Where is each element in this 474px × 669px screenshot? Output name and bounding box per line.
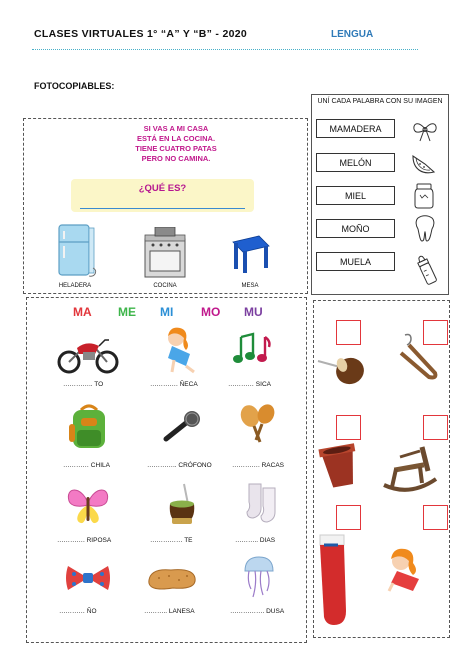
header-divider: [32, 49, 418, 50]
answer-checkbox[interactable]: [423, 415, 448, 440]
riddle-text: [116, 124, 236, 164]
word-box[interactable]: MIEL: [316, 186, 395, 205]
bow-tie-icon: [64, 562, 112, 594]
table-icon: [229, 232, 271, 274]
syllable-mu: MU: [244, 305, 263, 319]
sock-icon: [318, 533, 354, 629]
word-box[interactable]: MOÑO: [316, 219, 395, 238]
tooth-icon: [414, 215, 436, 243]
baby-bottle-icon: [416, 255, 438, 287]
doll-icon: [381, 545, 431, 593]
rocking-chair-icon: [380, 441, 440, 497]
melon-icon: [410, 151, 438, 177]
socks-icon: [245, 482, 281, 524]
option-label: HELADERA: [58, 283, 92, 289]
fill-blank[interactable]: ………… ÑO: [59, 608, 97, 615]
butterfly-icon: [63, 483, 113, 527]
fill-blank[interactable]: …………… TE: [150, 537, 193, 544]
hanger-icon: [395, 333, 441, 385]
jellyfish-icon: [241, 555, 277, 601]
motorcycle-icon: [57, 334, 119, 374]
answer-checkbox[interactable]: [336, 415, 361, 440]
answer-checkbox[interactable]: [336, 320, 361, 345]
option-label: COCINA: [153, 283, 177, 289]
riddle-line: SI VAS A MI CASA: [143, 124, 209, 133]
syllable-mo: MO: [201, 305, 221, 319]
worksheet-title: CLASES VIRTUALES 1° “A” Y “B” - 2020: [34, 28, 247, 40]
answer-checkbox[interactable]: [336, 505, 361, 530]
maracas-icon: [236, 402, 280, 446]
riddle-line: PERO NO CAMINA.: [141, 154, 211, 163]
backpack-icon: [67, 404, 111, 452]
riddle-line: TIENE CUATRO PATAS: [135, 144, 217, 153]
fill-blank[interactable]: …………. RIPOSA: [57, 537, 112, 544]
word-box[interactable]: MELÓN: [316, 153, 395, 172]
doll-icon: [160, 326, 202, 374]
microphone-icon: [160, 409, 204, 445]
fill-blank[interactable]: ……………. DUSA: [230, 608, 285, 615]
bow-icon: [411, 119, 439, 143]
option-label: MESA: [241, 283, 259, 289]
fill-blank[interactable]: ………… CHILA: [63, 462, 110, 469]
breaded-cutlet-icon: [145, 566, 199, 592]
syllable-mi: MI: [160, 305, 174, 319]
matching-title: UNÍ CADA PALABRA CON SU IMAGEN: [317, 98, 443, 105]
fill-blank[interactable]: ……….. DIAS: [235, 537, 276, 544]
fridge-icon: [53, 224, 97, 279]
mate-icon: [164, 482, 200, 528]
flowerpot-icon: [318, 440, 362, 490]
syllable-ma: MA: [73, 305, 92, 319]
answer-checkbox[interactable]: [423, 505, 448, 530]
fill-blank[interactable]: …………. ÑECA: [150, 381, 198, 388]
word-box[interactable]: MAMADERA: [316, 119, 395, 138]
question-text: ¿QUÉ ES?: [138, 183, 187, 194]
music-notes-icon: [233, 331, 275, 367]
subject-label: LENGUA: [331, 29, 374, 40]
fill-blank[interactable]: ………… SICA: [228, 381, 271, 388]
word-box[interactable]: MUELA: [316, 252, 395, 271]
mate-gourd-icon: [316, 351, 366, 387]
riddle-line: ESTÁ EN LA COCINA.: [136, 134, 216, 143]
fill-blank[interactable]: ………….. CRÓFONO: [147, 462, 212, 469]
section-label: FOTOCOPIABLES:: [34, 81, 115, 91]
honey-jar-icon: [414, 183, 434, 209]
fill-blank[interactable]: …………. RACAS: [232, 462, 285, 469]
fill-blank[interactable]: ……….. LANESA: [144, 608, 195, 615]
stove-icon: [141, 227, 189, 279]
fill-blank[interactable]: ………….. TO: [63, 381, 104, 388]
answer-line[interactable]: [80, 208, 245, 209]
syllable-me: ME: [118, 305, 136, 319]
